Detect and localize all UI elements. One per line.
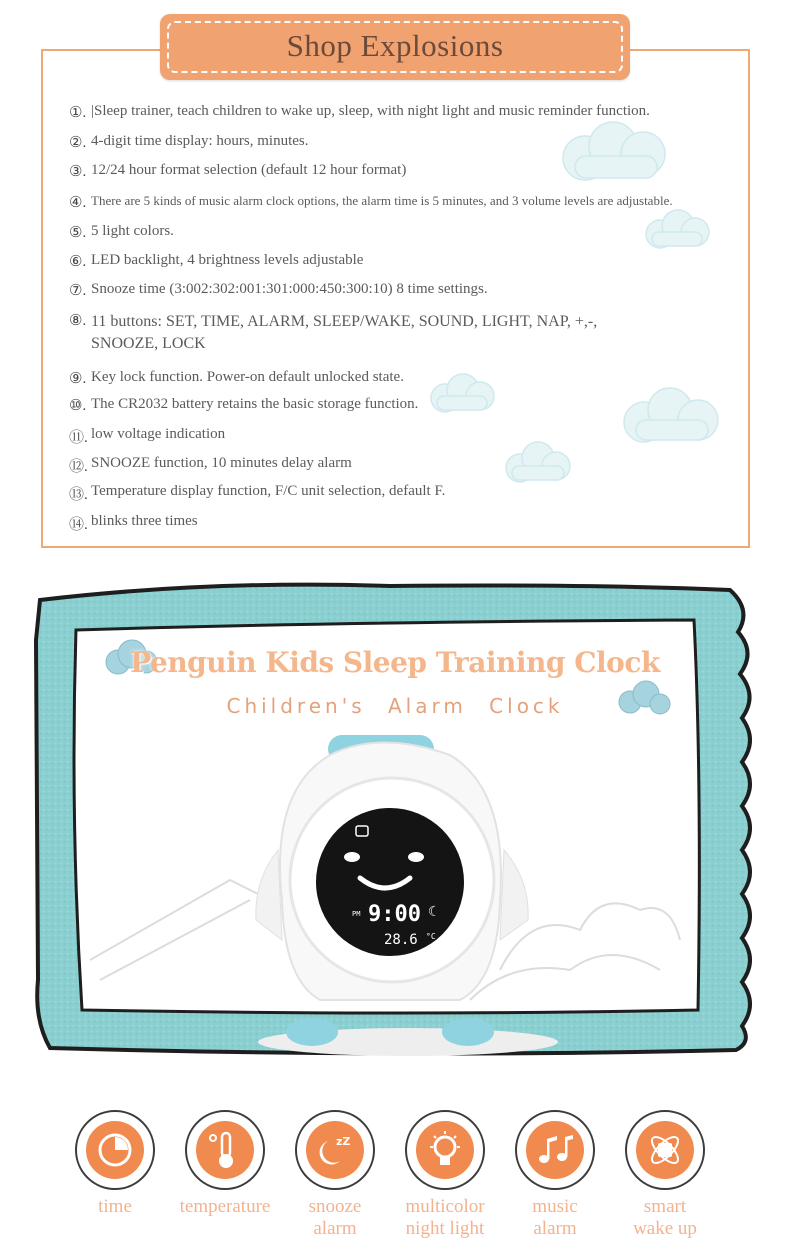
feature-item: ⑭. blinks three times	[69, 513, 198, 533]
ampm-indicator: PM	[352, 910, 361, 918]
feature-icons-row	[60, 1110, 740, 1250]
shop-explosions-banner	[160, 14, 630, 80]
icon-label: time	[98, 1196, 132, 1217]
feature-item: ⑫. SNOOZE function, 10 minutes delay alarm	[69, 455, 352, 475]
feature-icon-snooze	[280, 1110, 390, 1240]
icon-label: smart	[643, 1196, 687, 1217]
cloud-decoration	[425, 372, 497, 414]
feature-item: ②. 4-digit time display: hours, minutes.	[69, 133, 309, 151]
cloud-decoration	[555, 120, 675, 182]
temperature-unit: °C	[426, 932, 436, 941]
banner-title: Shop Explosions	[286, 28, 504, 63]
feature-icon-music	[500, 1110, 610, 1240]
feature-item: ⑥. LED backlight, 4 brightness levels adjustable	[69, 252, 364, 270]
temperature-readout: 28.6	[384, 932, 418, 948]
hero-subtitle: Children's Alarm Clock	[226, 694, 564, 718]
feature-item: ⑩. The CR2032 battery retains the basic storage function.	[69, 396, 419, 414]
feature-item: ⑤. 5 light colors.	[69, 223, 174, 241]
icon-label-line2: alarm	[313, 1218, 357, 1239]
icon-label: music	[532, 1196, 578, 1217]
feature-item: ①. |Sleep trainer, teach children to wake up, sleep, with night light and music reminder function.	[69, 103, 650, 121]
feature-icon-temperature	[170, 1110, 280, 1218]
hero-title: Penguin Kids Sleep Training Clock	[130, 646, 660, 679]
feature-icon-night-light	[390, 1110, 500, 1240]
music-note-icon	[526, 1121, 584, 1179]
hero-section	[30, 580, 760, 1090]
feature-icon-time	[60, 1110, 170, 1218]
feature-item: ⑪. low voltage indication	[69, 426, 226, 446]
cloud-decoration	[618, 386, 726, 446]
icon-label-line2: alarm	[533, 1218, 577, 1239]
feature-item: ⑦. Snooze time (3:002:302:001:301:000:450:300:10) 8 time settings.	[69, 281, 488, 299]
icon-label-line2: night light	[405, 1218, 485, 1239]
icon-label: multicolor	[405, 1196, 485, 1217]
cloud-decoration	[640, 208, 712, 250]
thermometer-icon	[196, 1121, 254, 1179]
icon-label-line2: wake up	[633, 1218, 697, 1239]
feature-item: ④. There are 5 kinds of music alarm clock options, the alarm time is 5 minutes, and 3 volume levels are adjustable.	[69, 193, 673, 211]
moon-icon: ☾	[428, 904, 437, 920]
icon-label: snooze	[308, 1196, 362, 1217]
smart-wake-icon	[636, 1121, 694, 1179]
feature-item: ⑧. 11 buttons: SET, TIME, ALARM, SLEEP/WAKE, SOUND, LIGHT, NAP, +,-, SNOOZE, LOCK	[69, 313, 598, 352]
feature-item: ⑬. Temperature display function, F/C unit selection, default F.	[69, 483, 446, 503]
bulb-icon	[416, 1121, 474, 1179]
time-readout: 9:00	[368, 902, 421, 927]
cloud-decoration	[500, 440, 576, 484]
svg-text:zZ: zZ	[336, 1135, 351, 1148]
feature-item: ③. 12/24 hour format selection (default 12 hour format)	[69, 162, 407, 180]
snooze-icon	[306, 1121, 364, 1179]
clock-icon	[86, 1121, 144, 1179]
feature-icon-smart-wake	[610, 1110, 720, 1240]
icon-label: temperature	[179, 1196, 271, 1217]
feature-item: ⑨. Key lock function. Power-on default unlocked state.	[69, 369, 404, 387]
